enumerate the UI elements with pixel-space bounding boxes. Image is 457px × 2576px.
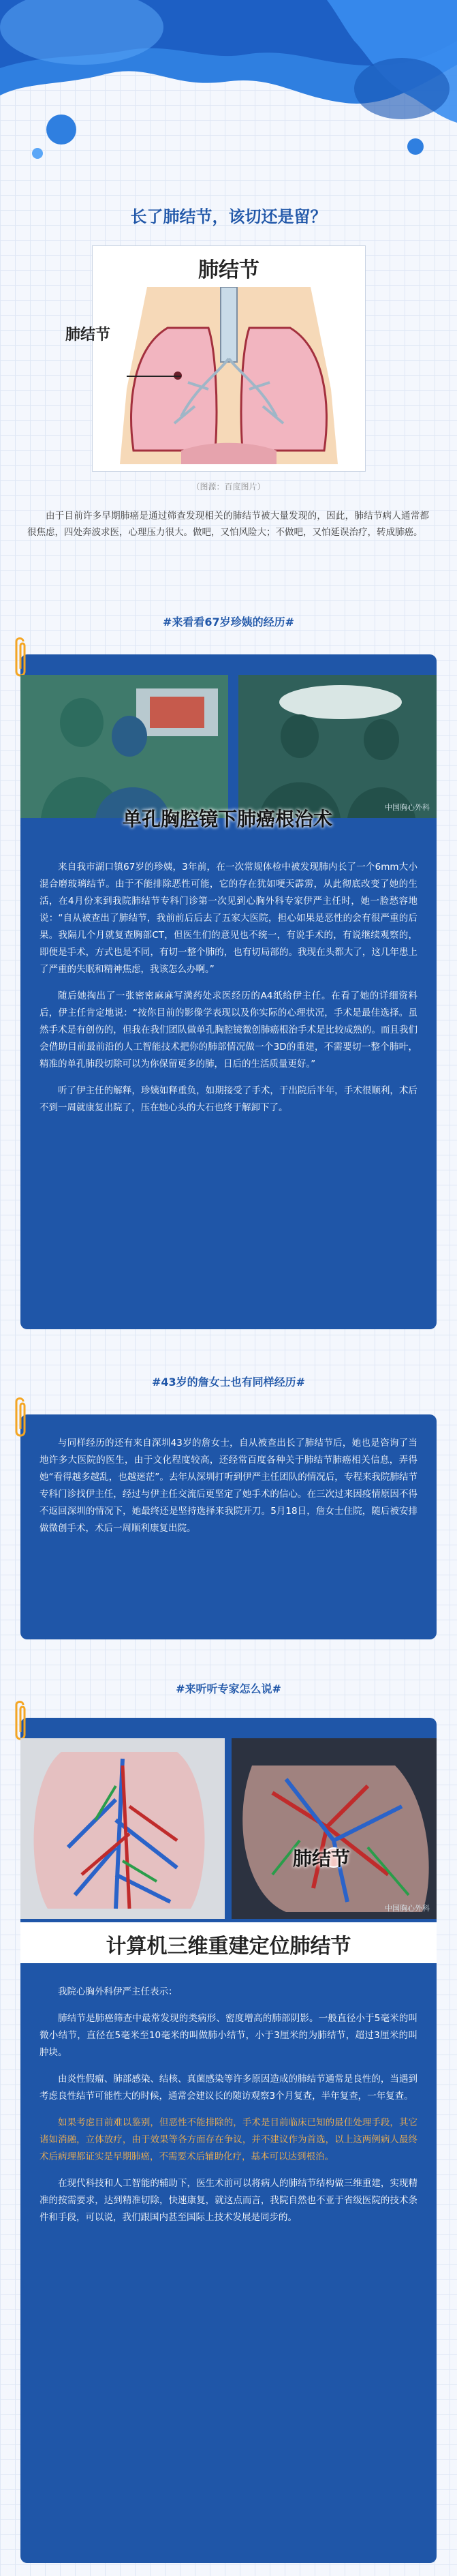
section2-text [40, 1435, 417, 1547]
section3-paragraph: 肺结节是肺癌筛查中最常发现的类病形、密度增高的肺部阴影。一般直径小于5毫米的叫微小结节，直径在5毫米至10毫米的叫做肺小结节，小于3厘米的为肺结节，超过3厘米的叫肿块。 [40, 2013, 417, 2058]
lung-3d-model-left [20, 1738, 225, 1919]
surgery-photo-right [238, 675, 437, 818]
section1-paragraph: 听了伊主任的解释，珍姨如释重负，如期接受了手术，于出院后半年，手术很顺利，术后不到一周就康复出院了，压在她心头的大石也终于解卸下了。 [40, 1085, 417, 1113]
section3-paragraph: 我院心胸外科伊严主任表示： [58, 1986, 178, 1997]
lung-3d-model-right [232, 1738, 437, 1919]
section2-paragraph: 与同样经历的还有来自深圳43岁的詹女士，自从被查出长了肺结节后，她也是咨询了当地许多大医院的医生，由于文化程度较高，还经常百度各种关于肺结节肺癌相关信息，弄得她“看得越多越乱，也越迷茫”。去年从深圳打听到伊严主任团队的情况后，专程来我院肺结节专科门诊找伊主任，经过与伊主任交流后更坚定了她手术的信心。在三次过来因疫情原因不得不返回深圳的情况下，她最终还是坚持选择来我院开刀。5月18日，詹女士住院，随后被安排做微创手术，术后一周顺利康复出院。 [40, 1438, 417, 1534]
section1-paragraph: 随后她掏出了一张密密麻麻写满药处求医经历的A4纸给伊主任。在看了她的详细资料后，伊主任肯定地说：“按你目前的影像学表现以及你实际的心理状况，手术是最佳选择。虽然手术是有创伤的，但我在我们团队做单孔胸腔镜微创肺癌根治手术是比较成熟的。而且我们会借助目前最前沿的人工智能技术把你的肺部情况做一个3D的重建，不需要切一整个肺叶，精准的单孔肺段切除可以为你保留更多的肺，日后的生活质量更好。” [40, 990, 417, 1070]
section1-text [40, 859, 417, 1126]
intro-paragraph: 由于目前许多早期肺癌是通过筛查发现相关的肺结节被大量发现的，因此，肺结节病人通常都很焦虑，四处奔波求医，心理压力很大。做吧，又怕风险大；不做吧，又怕延误治疗，转成肺癌。 [27, 511, 429, 538]
paperclip-icon [14, 1701, 27, 1743]
section1-photo-caption: 单孔胸腔镜下肺癌根治术 [123, 808, 333, 830]
figure-caption: （图源：百度图片） [191, 482, 266, 491]
section2-card [20, 1414, 437, 1639]
nodule-label: 肺结节 [65, 327, 111, 344]
nodule-pointer-line [127, 372, 181, 380]
section1-paragraph: 来自我市湖口镇67岁的珍姨，3年前，在一次常规体检中被发现肺内长了一个6mm大小混合磨玻璃结节。由于不能排除恶性可能，它的存在犹如哽天霹雳，从此彻底改变了她的生活，在4月份来到我院肺结节专科门诊第一次见到心胸外科专家伊严主任时，她一脸愁容地说：“自从被查出了肺结节，我前前后后去了五家大医院，担心如果是恶性的会有很严重的后果。我隔几个月就复查胸部CT，但医生们的意见也不统一，有说手术的，有说继续观察的，即便是手术，方式也是不同，有切一整个肺的，也有切局部的。我现在头都大了，这几年患上了严重的失眠和精神焦虑，我该怎么办啊。” [40, 862, 417, 975]
section1-tag: #来看看67岁珍姨的经历# [162, 616, 295, 628]
section3-paragraph: 如果考虑目前难以鉴别，但恶性不能排除的，手术是目前临床已知的最佳处理手段，其它诸如消融，立体放疗，由于效果等各方面存在争议，并不建议作为首选，以上这两例病人最终术后病理都证实是早期肺癌，不需要术后辅助化疗，基本可以达到根治。 [40, 2117, 417, 2162]
figure-title: 肺结节 [198, 258, 259, 282]
page-title: 长了肺结节，该切还是留？ [130, 207, 327, 226]
surgery-photo-left [20, 675, 228, 818]
3d-reconstruction-right [232, 1738, 437, 1919]
section3-paragraph: 在现代科技和人工智能的辅助下，医生术前可以将病人的肺结节结构做三维重建，实现精准的按需要求，达到精准切除，快速康复，就这点而言，我院自然也不亚于省级医院的技术条件和手段，可以说，我们跟国内甚至国际上技术发展是同步的。 [40, 2178, 417, 2223]
header-wave-decoration [0, 0, 457, 164]
watermark: 中国胸心外科 [385, 803, 430, 812]
surgeons-illustration-left [20, 675, 228, 818]
section3-card [20, 1718, 437, 2563]
surgeons-illustration-right [238, 675, 437, 818]
paperclip-icon [14, 637, 27, 680]
nodule-photo-label: 肺结节 [293, 1847, 351, 1870]
section3-paragraph: 由炎性假瘤、肺部感染、结核、真菌感染等许多原因造成的肺结节通常是良性的，当遇到考虑良性结节可能性大的时候，通常会建议长的随访观察3个月复查，半年复查，一年复查。 [40, 2074, 417, 2102]
section3-text [40, 1984, 417, 2236]
section2-tag: #43岁的詹女士也有同样经历# [151, 1376, 306, 1389]
paperclip-icon [14, 1397, 27, 1440]
section1-card [20, 654, 437, 1329]
lung-nodule-figure [65, 245, 366, 472]
3d-reconstruction-left [20, 1738, 225, 1919]
section3-title: 计算机三维重建定位肺结节 [106, 1935, 351, 1958]
section3-tag: #来听听专家怎么说# [176, 1682, 281, 1695]
watermark: 中国胸心外科 [385, 1904, 430, 1913]
